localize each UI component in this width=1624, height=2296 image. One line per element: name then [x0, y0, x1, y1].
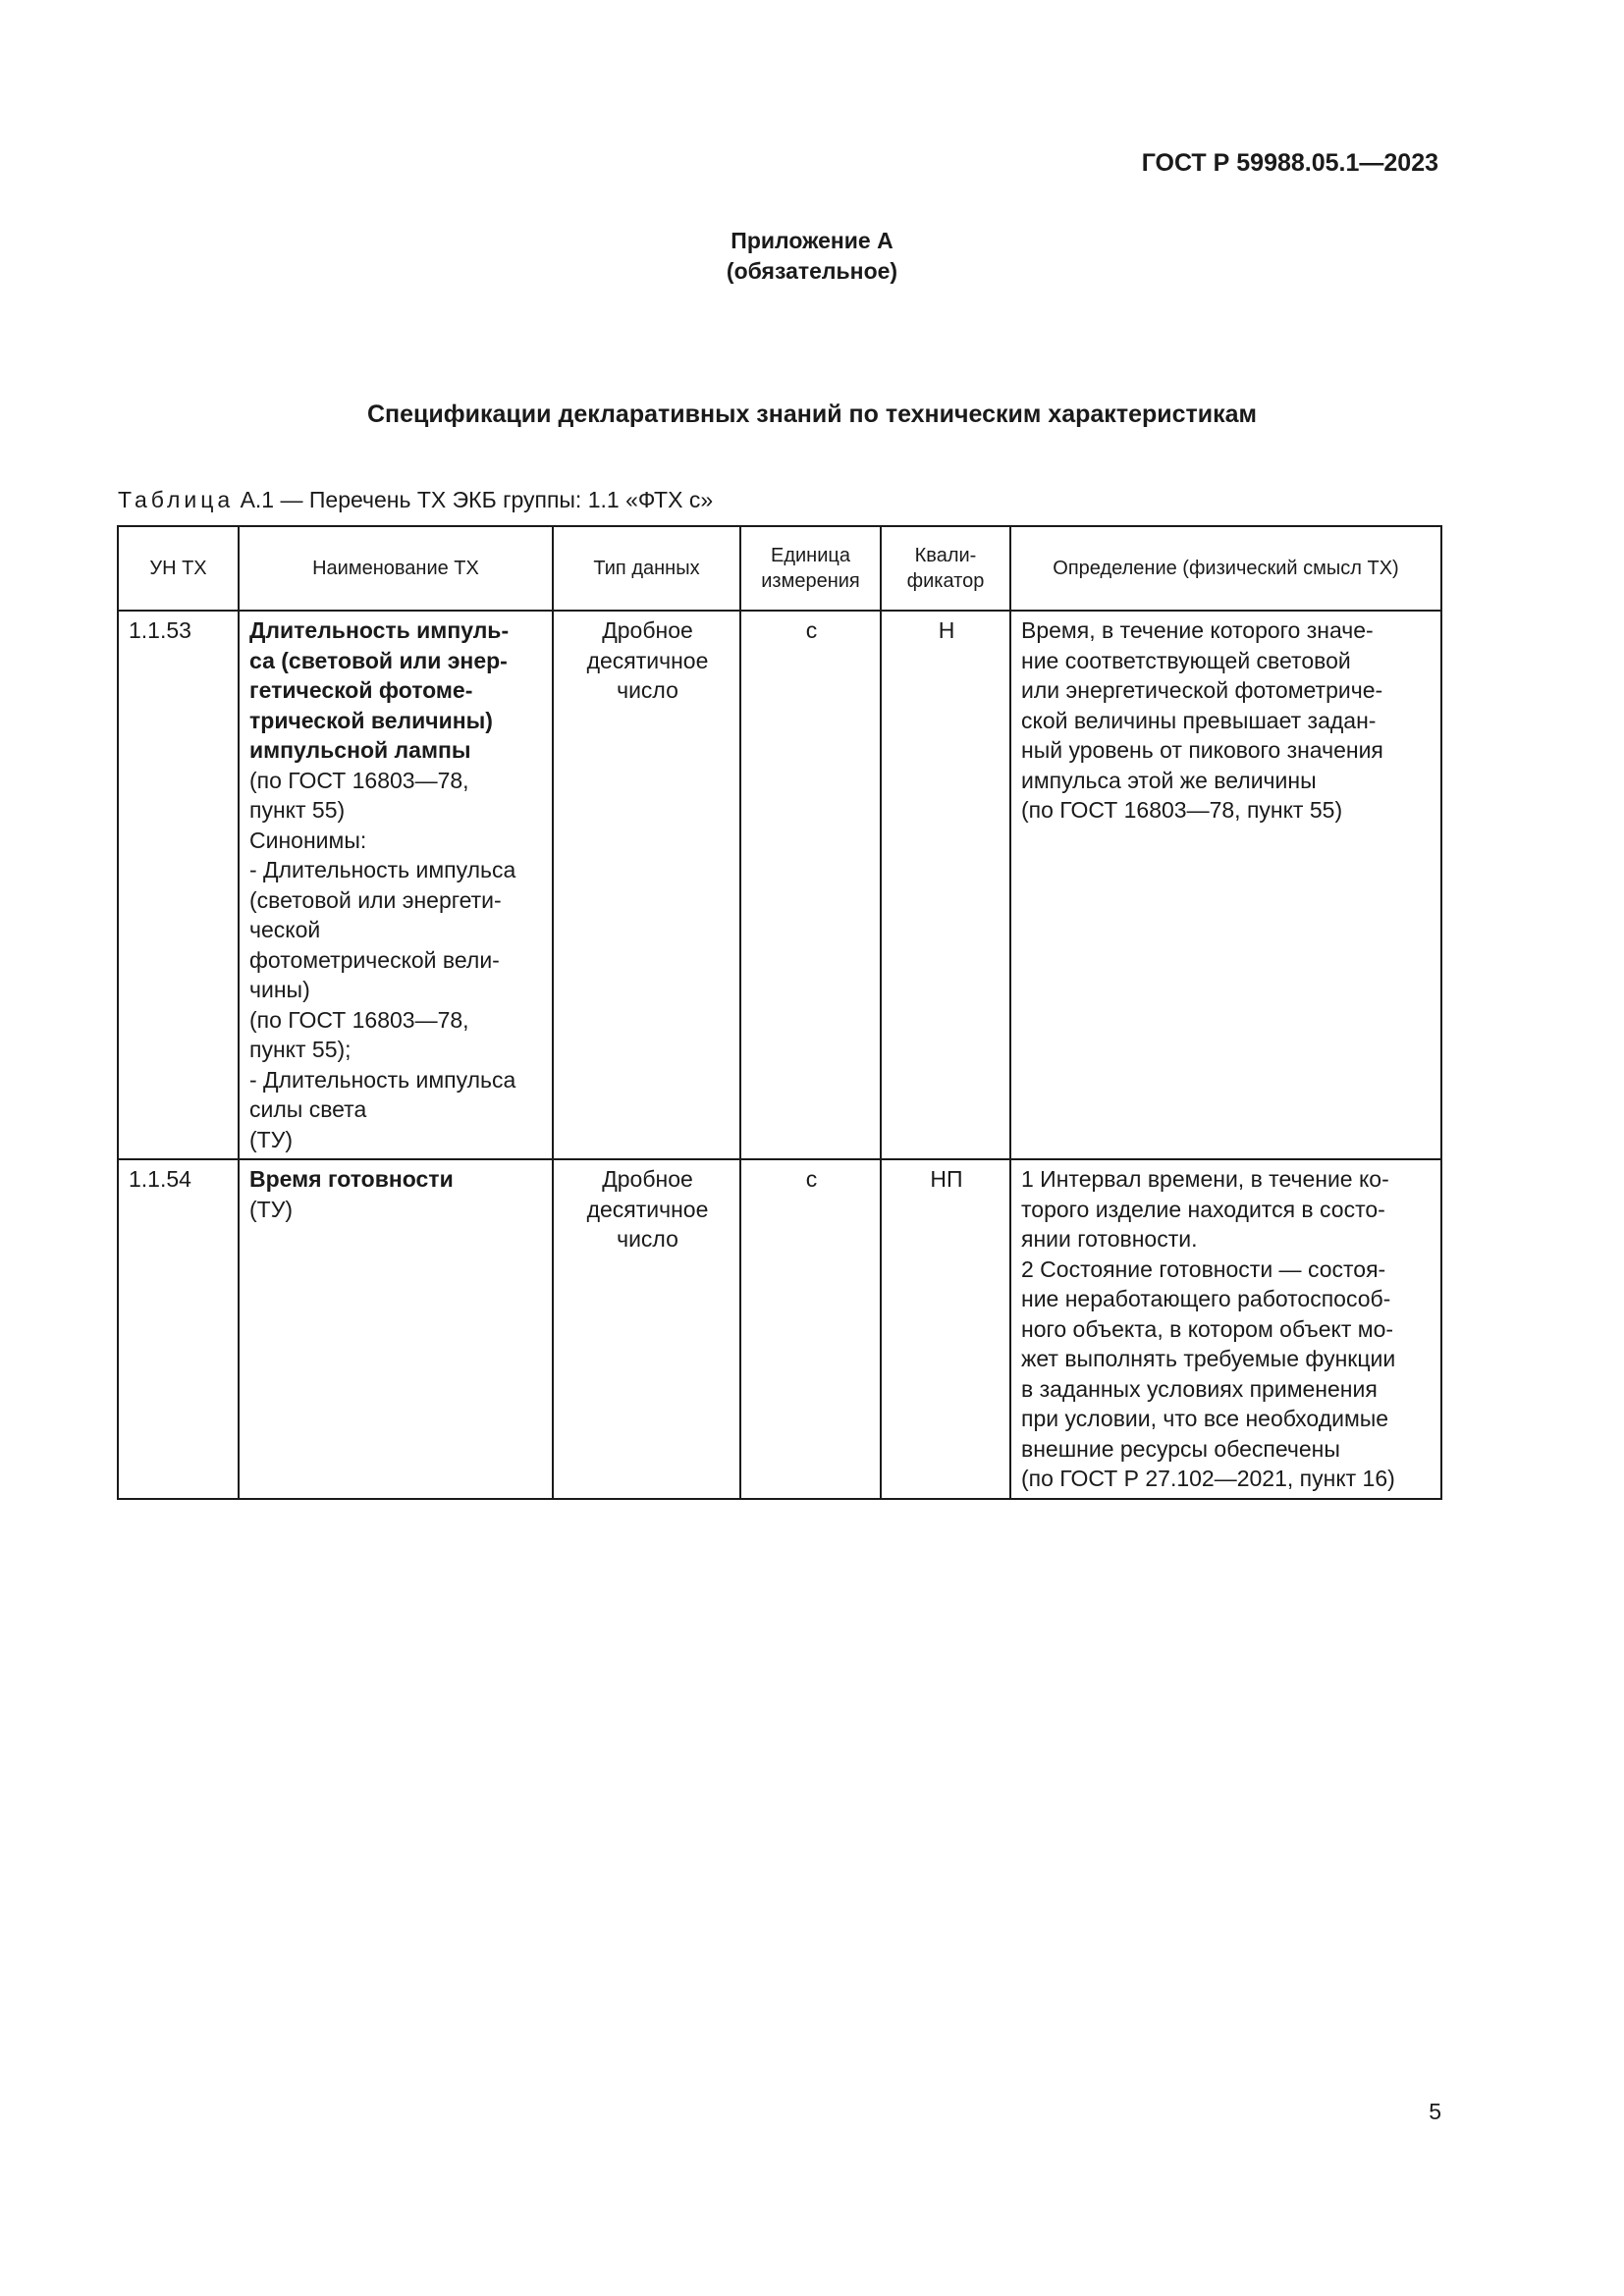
appendix-status: (обязательное)	[726, 258, 898, 284]
definition-line: ние неработающего работоспособ-	[1021, 1286, 1391, 1311]
name-line: Длительность импуль-	[249, 617, 510, 643]
name-line: (ТУ)	[249, 1126, 293, 1152]
name-bold	[249, 615, 544, 766]
type-line: десятичное	[586, 1196, 709, 1222]
definition-line: 1 Интервал времени, в течение ко-	[1021, 1166, 1389, 1192]
name-line: (по ГОСТ 16803—78,	[249, 767, 469, 793]
definition-line: в заданных условиях применения	[1021, 1375, 1378, 1402]
cell-type	[553, 1159, 740, 1499]
name-rest	[249, 1195, 544, 1225]
name-line: са (световой или энер-	[249, 647, 508, 673]
name-line: Время готовности	[249, 1166, 454, 1192]
cell-definition	[1010, 1159, 1441, 1499]
table-caption	[118, 487, 713, 513]
header-id: УН ТХ	[118, 526, 239, 611]
header-name: Наименование ТХ	[239, 526, 553, 611]
cell-qualifier: Н	[881, 611, 1010, 1159]
type-line: Дробное	[602, 1166, 693, 1192]
tx-table	[117, 525, 1442, 1500]
header-unit	[740, 526, 881, 611]
name-line: пункт 55);	[249, 1037, 352, 1062]
definition-line: (по ГОСТ Р 27.102—2021, пункт 16)	[1021, 1466, 1395, 1491]
cell-unit: с	[740, 1159, 881, 1499]
definition-line: 2 Состояние готовности — состоя-	[1021, 1255, 1386, 1282]
standard-code: ГОСТ Р 59988.05.1—2023	[1141, 149, 1438, 177]
type-line: Дробное	[602, 617, 693, 643]
name-line: - Длительность импульса	[249, 1066, 516, 1093]
definition-line: при условии, что все необходимые	[1021, 1406, 1389, 1431]
table-caption-label: Таблица	[118, 487, 235, 512]
name-line: силы света	[249, 1096, 367, 1122]
name-line: чины)	[249, 977, 310, 1002]
cell-type	[553, 611, 740, 1159]
cell-id: 1.1.54	[118, 1159, 239, 1499]
cell-id: 1.1.53	[118, 611, 239, 1159]
name-line: пункт 55)	[249, 797, 346, 823]
page-number: 5	[1429, 2099, 1441, 2124]
table-caption-text: А.1 — Перечень ТХ ЭКБ группы: 1.1 «ФТХ с»	[240, 487, 714, 512]
name-line: - Длительность импульса	[249, 857, 516, 882]
name-line: (световой или энергети-	[249, 886, 502, 913]
table-header-row	[118, 526, 1441, 611]
definition-line: ного объекта, в котором объект мо-	[1021, 1315, 1394, 1342]
name-line: трической величины)	[249, 707, 493, 733]
name-line: (по ГОСТ 16803—78,	[249, 1006, 469, 1033]
name-line: (ТУ)	[249, 1196, 293, 1222]
appendix-title: Приложение А	[731, 228, 893, 253]
name-line: фотометрической вели-	[249, 946, 500, 973]
name-rest	[249, 766, 544, 1155]
definition-line: торого изделие находится в состо-	[1021, 1196, 1385, 1222]
name-line: гетической фотоме-	[249, 677, 473, 703]
definition-line: Время, в течение которого значе-	[1021, 617, 1374, 643]
header-qualifier-line: Квали-	[914, 545, 977, 566]
header-qualifier	[881, 526, 1010, 611]
cell-name	[239, 611, 553, 1159]
header-unit-line: Единица	[771, 545, 850, 566]
header-type: Тип данных	[553, 526, 740, 611]
header-definition: Определение (физический смысл ТХ)	[1010, 526, 1441, 611]
name-bold	[249, 1164, 544, 1195]
definition-line: ние соответствующей световой	[1021, 647, 1351, 673]
type-line: число	[617, 677, 678, 703]
cell-name	[239, 1159, 553, 1499]
type-line: десятичное	[586, 647, 709, 673]
table-row	[118, 611, 1441, 1159]
name-line: ческой	[249, 917, 321, 942]
definition-line: или энергетической фотометриче-	[1021, 677, 1383, 703]
definition-line: импульса этой же величины	[1021, 767, 1317, 793]
table-row	[118, 1159, 1441, 1499]
cell-qualifier: НП	[881, 1159, 1010, 1499]
name-line: Синонимы:	[249, 827, 367, 853]
cell-definition	[1010, 611, 1441, 1159]
section-title: Спецификации декларативных знаний по техническим характеристикам	[366, 400, 1258, 428]
name-line: импульсной лампы	[249, 737, 471, 763]
header-unit-line: измерения	[761, 570, 860, 592]
definition-line: ской величины превышает задан-	[1021, 707, 1377, 733]
definition-line: жет выполнять требуемые функции	[1021, 1346, 1396, 1371]
definition-line: внешние ресурсы обеспечены	[1021, 1435, 1340, 1462]
definition-line: (по ГОСТ 16803—78, пункт 55)	[1021, 797, 1343, 823]
definition-line: ный уровень от пикового значения	[1021, 737, 1383, 763]
type-line: число	[617, 1226, 678, 1252]
header-qualifier-line: фикатор	[906, 570, 985, 592]
definition-line: янии готовности.	[1021, 1226, 1198, 1252]
cell-unit: с	[740, 611, 881, 1159]
